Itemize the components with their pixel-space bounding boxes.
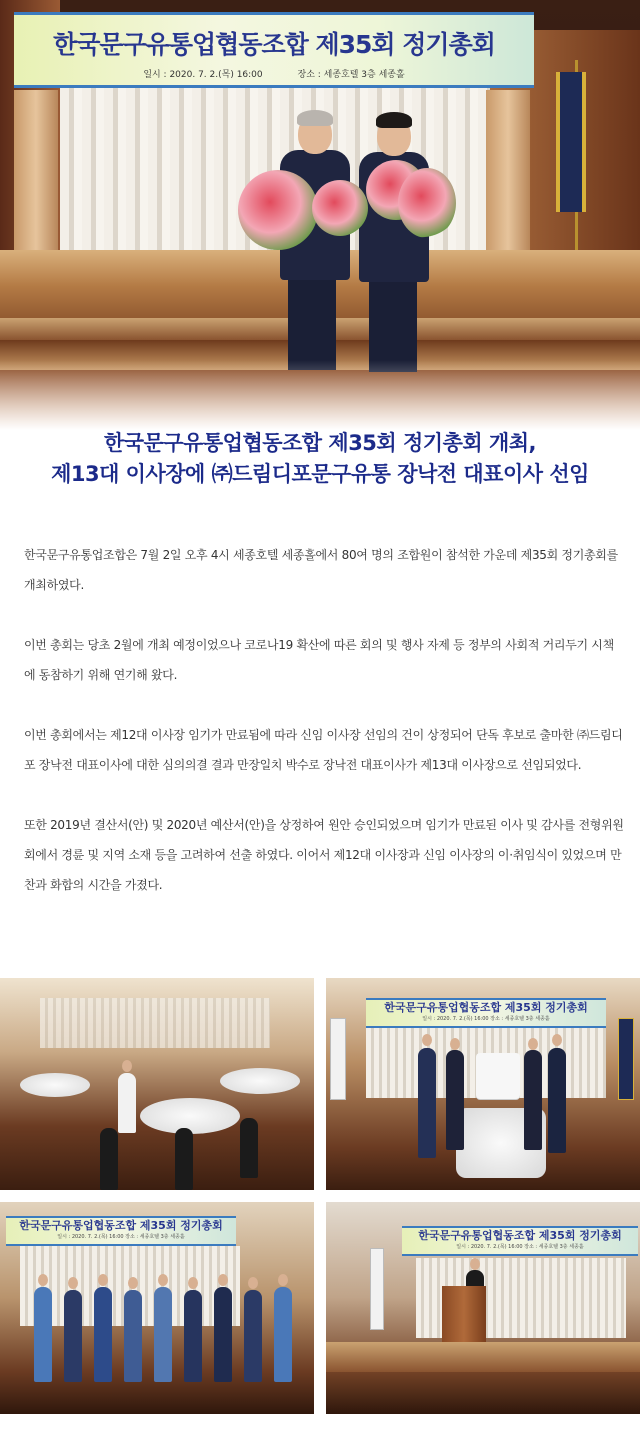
photo-banquet-hall xyxy=(0,978,314,1190)
hero-pillar-right xyxy=(486,90,530,250)
photo-2-banner-title: 한국문구유통업협동조합 제35회 정기총회 xyxy=(384,1001,588,1014)
article-paragraph-3: 이번 총회에서는 제12대 이사장 임기가 만료됨에 따라 신임 이사장 선임의 건이 상정되어 단독 후보로 출마한 ㈜드림디포 장낙전 대표이사에 대한 심의의결 결과 만장일치 박수로 장낙전 대표이사가 제13대 이사장으로 선임되었다. xyxy=(24,728,623,772)
photo-3-banner-sub: 일시 : 2020. 7. 2.(목) 16:00 장소 : 세종호텔 3층 세종홀 xyxy=(57,1234,185,1240)
hero-photo xyxy=(0,0,640,430)
article-body xyxy=(24,540,624,930)
hero-banner-info xyxy=(14,67,534,80)
union-flag xyxy=(556,72,586,212)
photo-4-banner-title: 한국문구유통업협동조합 제35회 정기총회 xyxy=(418,1229,622,1242)
photo-3-banner-title: 한국문구유통업협동조합 제35회 정기총회 xyxy=(19,1219,223,1232)
hero-banner-title: 한국문구유통업협동조합 제35회 정기총회 xyxy=(53,30,495,59)
hero-banner-place: 장소 : 세종호텔 3층 세종홀 xyxy=(297,70,405,80)
hero-pillar-left xyxy=(14,90,58,250)
photo-4-banner xyxy=(402,1226,638,1256)
hero-event-banner xyxy=(14,12,534,88)
bouquet-1 xyxy=(238,170,318,250)
photo-group xyxy=(0,1202,314,1414)
photo-4-banner-sub: 일시 : 2020. 7. 2.(목) 16:00 장소 : 세종호텔 3층 세종홀 xyxy=(456,1244,584,1250)
article-paragraph-4: 또한 2019년 결산서(안) 및 2020년 예산서(안)을 상정하여 원안 승인되었으며 임기가 만료된 이사 및 감사를 전형위원회에서 경륜 및 지역 소재 등을 고려하여 선출 하였다. 이어서 제12대 이사장과 신임 이사장의 이·취임식이 있었으며 만찬과 화합의 시간을 가졌다. xyxy=(24,818,624,892)
headline-line-1: 한국문구유통업협동조합 제35회 정기총회 개최, xyxy=(103,431,537,455)
article-headline xyxy=(0,428,640,490)
photo-3-banner xyxy=(6,1216,236,1246)
headline-line-2: 제13대 이사장에 ㈜드림디포문구유통 장낙전 대표이사 선임 xyxy=(51,462,589,486)
hero-fade xyxy=(0,360,640,430)
photo-2-banner-sub: 일시 : 2020. 7. 2.(목) 16:00 장소 : 세종호텔 3층 세종홀 xyxy=(422,1016,550,1022)
article-paragraph-2: 이번 총회는 당초 2월에 개최 예정이었으나 코로나19 확산에 따른 회의 및 행사 자제 등 정부의 사회적 거리두기 시책에 동참하기 위해 연기해 왔다. xyxy=(24,638,614,682)
bouquet-2 xyxy=(312,180,368,236)
photo-podium-speech xyxy=(326,1202,640,1414)
bouquet-4 xyxy=(398,168,456,238)
celebration-cake xyxy=(476,1053,520,1099)
hero-banner-date: 일시 : 2020. 7. 2.(목) 16:00 xyxy=(143,70,263,80)
photo-2-banner xyxy=(366,998,606,1028)
photo-cake-cutting xyxy=(326,978,640,1190)
article-paragraph-1: 한국문구유통업조합은 7월 2일 오후 4시 세종호텔 세종홀에서 80여 명의 조합원이 참석한 가운데 제35회 정기총회를 개최하였다. xyxy=(24,548,618,592)
